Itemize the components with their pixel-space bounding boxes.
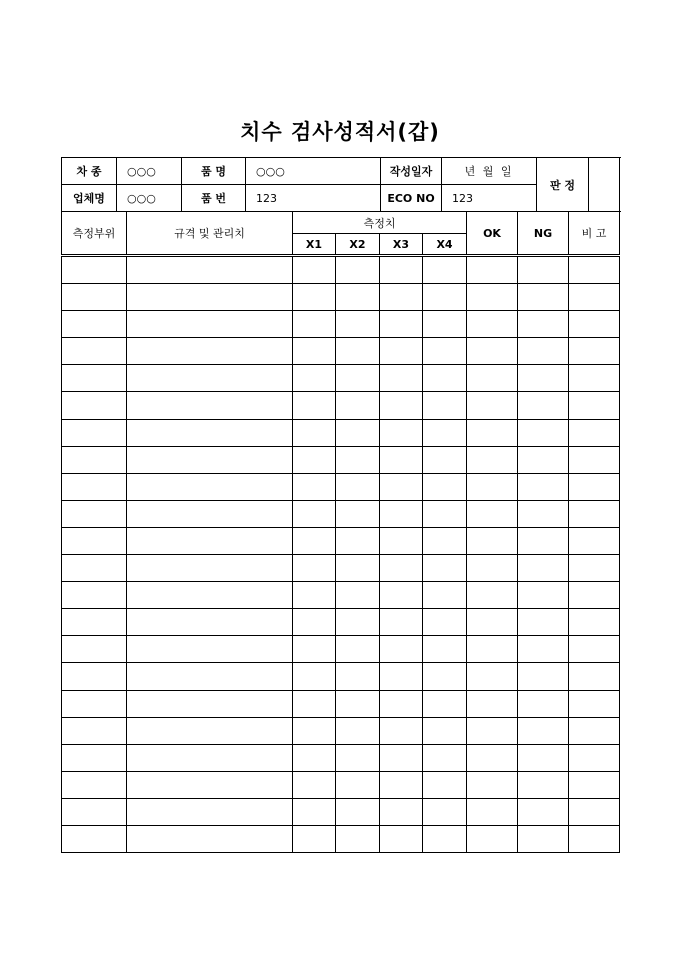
x3-cell[interactable] <box>380 744 423 771</box>
vendor-value[interactable]: ○○○ <box>117 185 182 212</box>
ok-cell[interactable] <box>467 311 518 338</box>
x3-cell[interactable] <box>380 663 423 690</box>
spec-cell[interactable] <box>127 419 293 446</box>
location-cell[interactable] <box>62 338 127 365</box>
table-row <box>62 527 620 554</box>
part-no-label: 품 번 <box>182 185 246 212</box>
x1-cell[interactable] <box>293 365 336 392</box>
location-cell[interactable] <box>62 555 127 582</box>
x3-cell[interactable] <box>380 500 423 527</box>
ok-cell[interactable] <box>467 365 518 392</box>
x1-cell[interactable] <box>293 798 336 825</box>
x4-cell[interactable] <box>423 636 467 663</box>
spec-cell[interactable] <box>127 527 293 554</box>
x3-cell[interactable] <box>380 365 423 392</box>
ok-cell[interactable] <box>467 636 518 663</box>
spec-cell[interactable] <box>127 690 293 717</box>
ng-cell[interactable] <box>518 311 569 338</box>
location-cell[interactable] <box>62 798 127 825</box>
note-cell[interactable] <box>569 744 620 771</box>
x4-cell[interactable] <box>423 284 467 311</box>
table-row <box>62 582 620 609</box>
location-cell[interactable] <box>62 473 127 500</box>
x4-cell[interactable] <box>423 473 467 500</box>
x2-cell[interactable] <box>336 311 380 338</box>
table-row <box>62 771 620 798</box>
note-cell[interactable] <box>569 256 620 284</box>
x2-cell[interactable] <box>336 744 380 771</box>
x4-cell[interactable] <box>423 582 467 609</box>
x3-cell[interactable] <box>380 256 423 284</box>
x3-cell[interactable] <box>380 636 423 663</box>
eco-no-label: ECO NO <box>381 185 442 212</box>
ng-cell[interactable] <box>518 446 569 473</box>
ok-cell[interactable] <box>467 825 518 852</box>
location-cell[interactable] <box>62 663 127 690</box>
x3-cell[interactable] <box>380 717 423 744</box>
spec-cell[interactable] <box>127 284 293 311</box>
note-cell[interactable] <box>569 419 620 446</box>
x4-cell[interactable] <box>423 798 467 825</box>
part-name-label: 품 명 <box>182 158 246 185</box>
table-row <box>62 690 620 717</box>
table-row <box>62 338 620 365</box>
location-cell[interactable] <box>62 582 127 609</box>
x4-cell[interactable] <box>423 500 467 527</box>
x4-cell[interactable] <box>423 555 467 582</box>
spec-cell[interactable] <box>127 744 293 771</box>
x2-cell[interactable] <box>336 825 380 852</box>
ng-cell[interactable] <box>518 338 569 365</box>
part-no-value[interactable]: 123 <box>246 185 381 212</box>
date-value[interactable]: 년 월 일 <box>442 158 537 185</box>
ng-cell[interactable] <box>518 419 569 446</box>
note-cell[interactable] <box>569 825 620 852</box>
spec-cell[interactable] <box>127 582 293 609</box>
ng-cell[interactable] <box>518 582 569 609</box>
x3-cell[interactable] <box>380 798 423 825</box>
x2-cell[interactable] <box>336 690 380 717</box>
spec-cell[interactable] <box>127 446 293 473</box>
x1-cell[interactable] <box>293 284 336 311</box>
note-cell[interactable] <box>569 555 620 582</box>
ng-cell[interactable] <box>518 798 569 825</box>
ng-cell[interactable] <box>518 555 569 582</box>
x2-cell[interactable] <box>336 609 380 636</box>
x2-cell[interactable] <box>336 717 380 744</box>
ng-header: NG <box>518 212 569 256</box>
x2-cell[interactable] <box>336 798 380 825</box>
x4-cell[interactable] <box>423 717 467 744</box>
x3-cell[interactable] <box>380 527 423 554</box>
x1-cell[interactable] <box>293 392 336 419</box>
spec-cell[interactable] <box>127 338 293 365</box>
x1-cell[interactable] <box>293 338 336 365</box>
x2-cell[interactable] <box>336 663 380 690</box>
x1-cell[interactable] <box>293 527 336 554</box>
spec-cell[interactable] <box>127 825 293 852</box>
x4-cell[interactable] <box>423 744 467 771</box>
table-row <box>62 365 620 392</box>
x2-cell[interactable] <box>336 771 380 798</box>
ok-cell[interactable] <box>467 284 518 311</box>
ok-cell[interactable] <box>467 798 518 825</box>
x3-cell[interactable] <box>380 555 423 582</box>
note-cell[interactable] <box>569 284 620 311</box>
x2-cell[interactable] <box>336 284 380 311</box>
x1-cell[interactable] <box>293 473 336 500</box>
table-row <box>62 663 620 690</box>
x2-cell[interactable] <box>336 555 380 582</box>
ng-cell[interactable] <box>518 392 569 419</box>
note-cell[interactable] <box>569 527 620 554</box>
note-cell[interactable] <box>569 582 620 609</box>
table-row <box>62 825 620 852</box>
spec-cell[interactable] <box>127 636 293 663</box>
location-cell[interactable] <box>62 284 127 311</box>
judgement-label: 판 정 <box>537 158 589 212</box>
note-cell[interactable] <box>569 446 620 473</box>
x4-cell[interactable] <box>423 771 467 798</box>
note-cell[interactable] <box>569 609 620 636</box>
x1-cell[interactable] <box>293 744 336 771</box>
table-row <box>62 419 620 446</box>
ok-cell[interactable] <box>467 555 518 582</box>
location-cell[interactable] <box>62 392 127 419</box>
ok-cell[interactable] <box>467 609 518 636</box>
ok-cell[interactable] <box>467 256 518 284</box>
x2-cell[interactable] <box>336 338 380 365</box>
location-cell[interactable] <box>62 825 127 852</box>
measured-header: 측정치 <box>293 212 467 234</box>
x2-cell[interactable] <box>336 473 380 500</box>
note-cell[interactable] <box>569 798 620 825</box>
note-cell[interactable] <box>569 473 620 500</box>
ok-cell[interactable] <box>467 338 518 365</box>
x2-cell[interactable] <box>336 419 380 446</box>
spec-cell[interactable] <box>127 798 293 825</box>
x1-cell[interactable] <box>293 609 336 636</box>
x2-cell[interactable] <box>336 636 380 663</box>
ng-cell[interactable] <box>518 609 569 636</box>
ng-cell[interactable] <box>518 663 569 690</box>
x2-cell[interactable] <box>336 392 380 419</box>
location-cell[interactable] <box>62 419 127 446</box>
vendor-label: 업체명 <box>62 185 117 212</box>
x4-cell[interactable] <box>423 527 467 554</box>
x4-cell[interactable] <box>423 392 467 419</box>
x1-cell[interactable] <box>293 256 336 284</box>
ng-cell[interactable] <box>518 256 569 284</box>
x4-cell[interactable] <box>423 311 467 338</box>
x3-cell[interactable] <box>380 609 423 636</box>
location-cell[interactable] <box>62 311 127 338</box>
ok-cell[interactable] <box>467 446 518 473</box>
x1-cell[interactable] <box>293 825 336 852</box>
note-cell[interactable] <box>569 500 620 527</box>
x1-cell[interactable] <box>293 636 336 663</box>
x1-cell[interactable] <box>293 446 336 473</box>
table-row <box>62 636 620 663</box>
note-header: 비 고 <box>569 212 620 256</box>
x1-cell[interactable] <box>293 555 336 582</box>
note-cell[interactable] <box>569 636 620 663</box>
note-cell[interactable] <box>569 365 620 392</box>
x1-cell[interactable] <box>293 311 336 338</box>
location-cell[interactable] <box>62 446 127 473</box>
measurement-table <box>61 211 620 853</box>
ng-cell[interactable] <box>518 744 569 771</box>
location-cell[interactable] <box>62 256 127 284</box>
spec-cell[interactable] <box>127 500 293 527</box>
ok-cell[interactable] <box>467 419 518 446</box>
x4-cell[interactable] <box>423 338 467 365</box>
x2-header: X2 <box>336 234 380 256</box>
measurement-rows <box>62 256 620 853</box>
ng-cell[interactable] <box>518 473 569 500</box>
table-row <box>62 744 620 771</box>
x2-cell[interactable] <box>336 256 380 284</box>
table-row <box>62 555 620 582</box>
x2-cell[interactable] <box>336 527 380 554</box>
x4-cell[interactable] <box>423 419 467 446</box>
x3-cell[interactable] <box>380 392 423 419</box>
x3-cell[interactable] <box>380 338 423 365</box>
spec-cell[interactable] <box>127 555 293 582</box>
x1-cell[interactable] <box>293 582 336 609</box>
x1-cell[interactable] <box>293 717 336 744</box>
date-label: 작성일자 <box>381 158 442 185</box>
table-row <box>62 392 620 419</box>
spec-header: 규격 및 관리치 <box>127 212 293 256</box>
car-type-label: 차 종 <box>62 158 117 185</box>
table-row <box>62 798 620 825</box>
x2-cell[interactable] <box>336 446 380 473</box>
location-cell[interactable] <box>62 690 127 717</box>
x3-cell[interactable] <box>380 419 423 446</box>
ok-cell[interactable] <box>467 527 518 554</box>
ok-cell[interactable] <box>467 717 518 744</box>
x3-cell[interactable] <box>380 771 423 798</box>
x3-cell[interactable] <box>380 473 423 500</box>
spec-cell[interactable] <box>127 473 293 500</box>
x3-cell[interactable] <box>380 311 423 338</box>
table-row <box>62 609 620 636</box>
x3-cell[interactable] <box>380 582 423 609</box>
ok-cell[interactable] <box>467 663 518 690</box>
spec-cell[interactable] <box>127 609 293 636</box>
car-type-value[interactable]: ○○○ <box>117 158 182 185</box>
spec-cell[interactable] <box>127 392 293 419</box>
x4-cell[interactable] <box>423 365 467 392</box>
location-header: 측정부위 <box>62 212 127 256</box>
x4-cell[interactable] <box>423 825 467 852</box>
ok-cell[interactable] <box>467 392 518 419</box>
ng-cell[interactable] <box>518 636 569 663</box>
spec-cell[interactable] <box>127 771 293 798</box>
x1-cell[interactable] <box>293 690 336 717</box>
ng-cell[interactable] <box>518 825 569 852</box>
x3-cell[interactable] <box>380 446 423 473</box>
location-cell[interactable] <box>62 744 127 771</box>
spec-cell[interactable] <box>127 311 293 338</box>
x4-cell[interactable] <box>423 609 467 636</box>
x1-cell[interactable] <box>293 419 336 446</box>
ng-cell[interactable] <box>518 717 569 744</box>
part-name-value[interactable]: ○○○ <box>246 158 381 185</box>
spec-cell[interactable] <box>127 717 293 744</box>
note-cell[interactable] <box>569 771 620 798</box>
ok-cell[interactable] <box>467 473 518 500</box>
ng-cell[interactable] <box>518 771 569 798</box>
x2-cell[interactable] <box>336 582 380 609</box>
x1-cell[interactable] <box>293 500 336 527</box>
ng-cell[interactable] <box>518 500 569 527</box>
note-cell[interactable] <box>569 690 620 717</box>
location-cell[interactable] <box>62 636 127 663</box>
location-cell[interactable] <box>62 500 127 527</box>
x4-cell[interactable] <box>423 256 467 284</box>
x2-cell[interactable] <box>336 365 380 392</box>
x3-cell[interactable] <box>380 690 423 717</box>
x4-cell[interactable] <box>423 663 467 690</box>
table-row <box>62 311 620 338</box>
x1-cell[interactable] <box>293 663 336 690</box>
x3-cell[interactable] <box>380 284 423 311</box>
x4-cell[interactable] <box>423 446 467 473</box>
note-cell[interactable] <box>569 663 620 690</box>
x1-header: X1 <box>293 234 336 256</box>
ok-cell[interactable] <box>467 690 518 717</box>
x3-cell[interactable] <box>380 825 423 852</box>
spec-cell[interactable] <box>127 365 293 392</box>
eco-no-value[interactable]: 123 <box>442 185 537 212</box>
spec-cell[interactable] <box>127 256 293 284</box>
document-title: 치수 검사성적서(갑) <box>240 120 440 144</box>
table-row <box>62 284 620 311</box>
note-cell[interactable] <box>569 311 620 338</box>
table-row <box>62 256 620 284</box>
ok-cell[interactable] <box>467 500 518 527</box>
location-cell[interactable] <box>62 717 127 744</box>
location-cell[interactable] <box>62 771 127 798</box>
ok-header: OK <box>467 212 518 256</box>
x2-cell[interactable] <box>336 500 380 527</box>
table-row <box>62 717 620 744</box>
table-row <box>62 500 620 527</box>
ok-cell[interactable] <box>467 744 518 771</box>
table-row <box>62 473 620 500</box>
spec-cell[interactable] <box>127 663 293 690</box>
ng-cell[interactable] <box>518 365 569 392</box>
location-cell[interactable] <box>62 365 127 392</box>
x3-header: X3 <box>380 234 423 256</box>
location-cell[interactable] <box>62 609 127 636</box>
info-table <box>61 157 620 212</box>
ng-cell[interactable] <box>518 690 569 717</box>
table-row <box>62 446 620 473</box>
x1-cell[interactable] <box>293 771 336 798</box>
ng-cell[interactable] <box>518 527 569 554</box>
ok-cell[interactable] <box>467 771 518 798</box>
note-cell[interactable] <box>569 338 620 365</box>
note-cell[interactable] <box>569 392 620 419</box>
x4-cell[interactable] <box>423 690 467 717</box>
judgement-value[interactable] <box>589 158 620 212</box>
ng-cell[interactable] <box>518 284 569 311</box>
ok-cell[interactable] <box>467 582 518 609</box>
location-cell[interactable] <box>62 527 127 554</box>
x4-header: X4 <box>423 234 467 256</box>
note-cell[interactable] <box>569 717 620 744</box>
